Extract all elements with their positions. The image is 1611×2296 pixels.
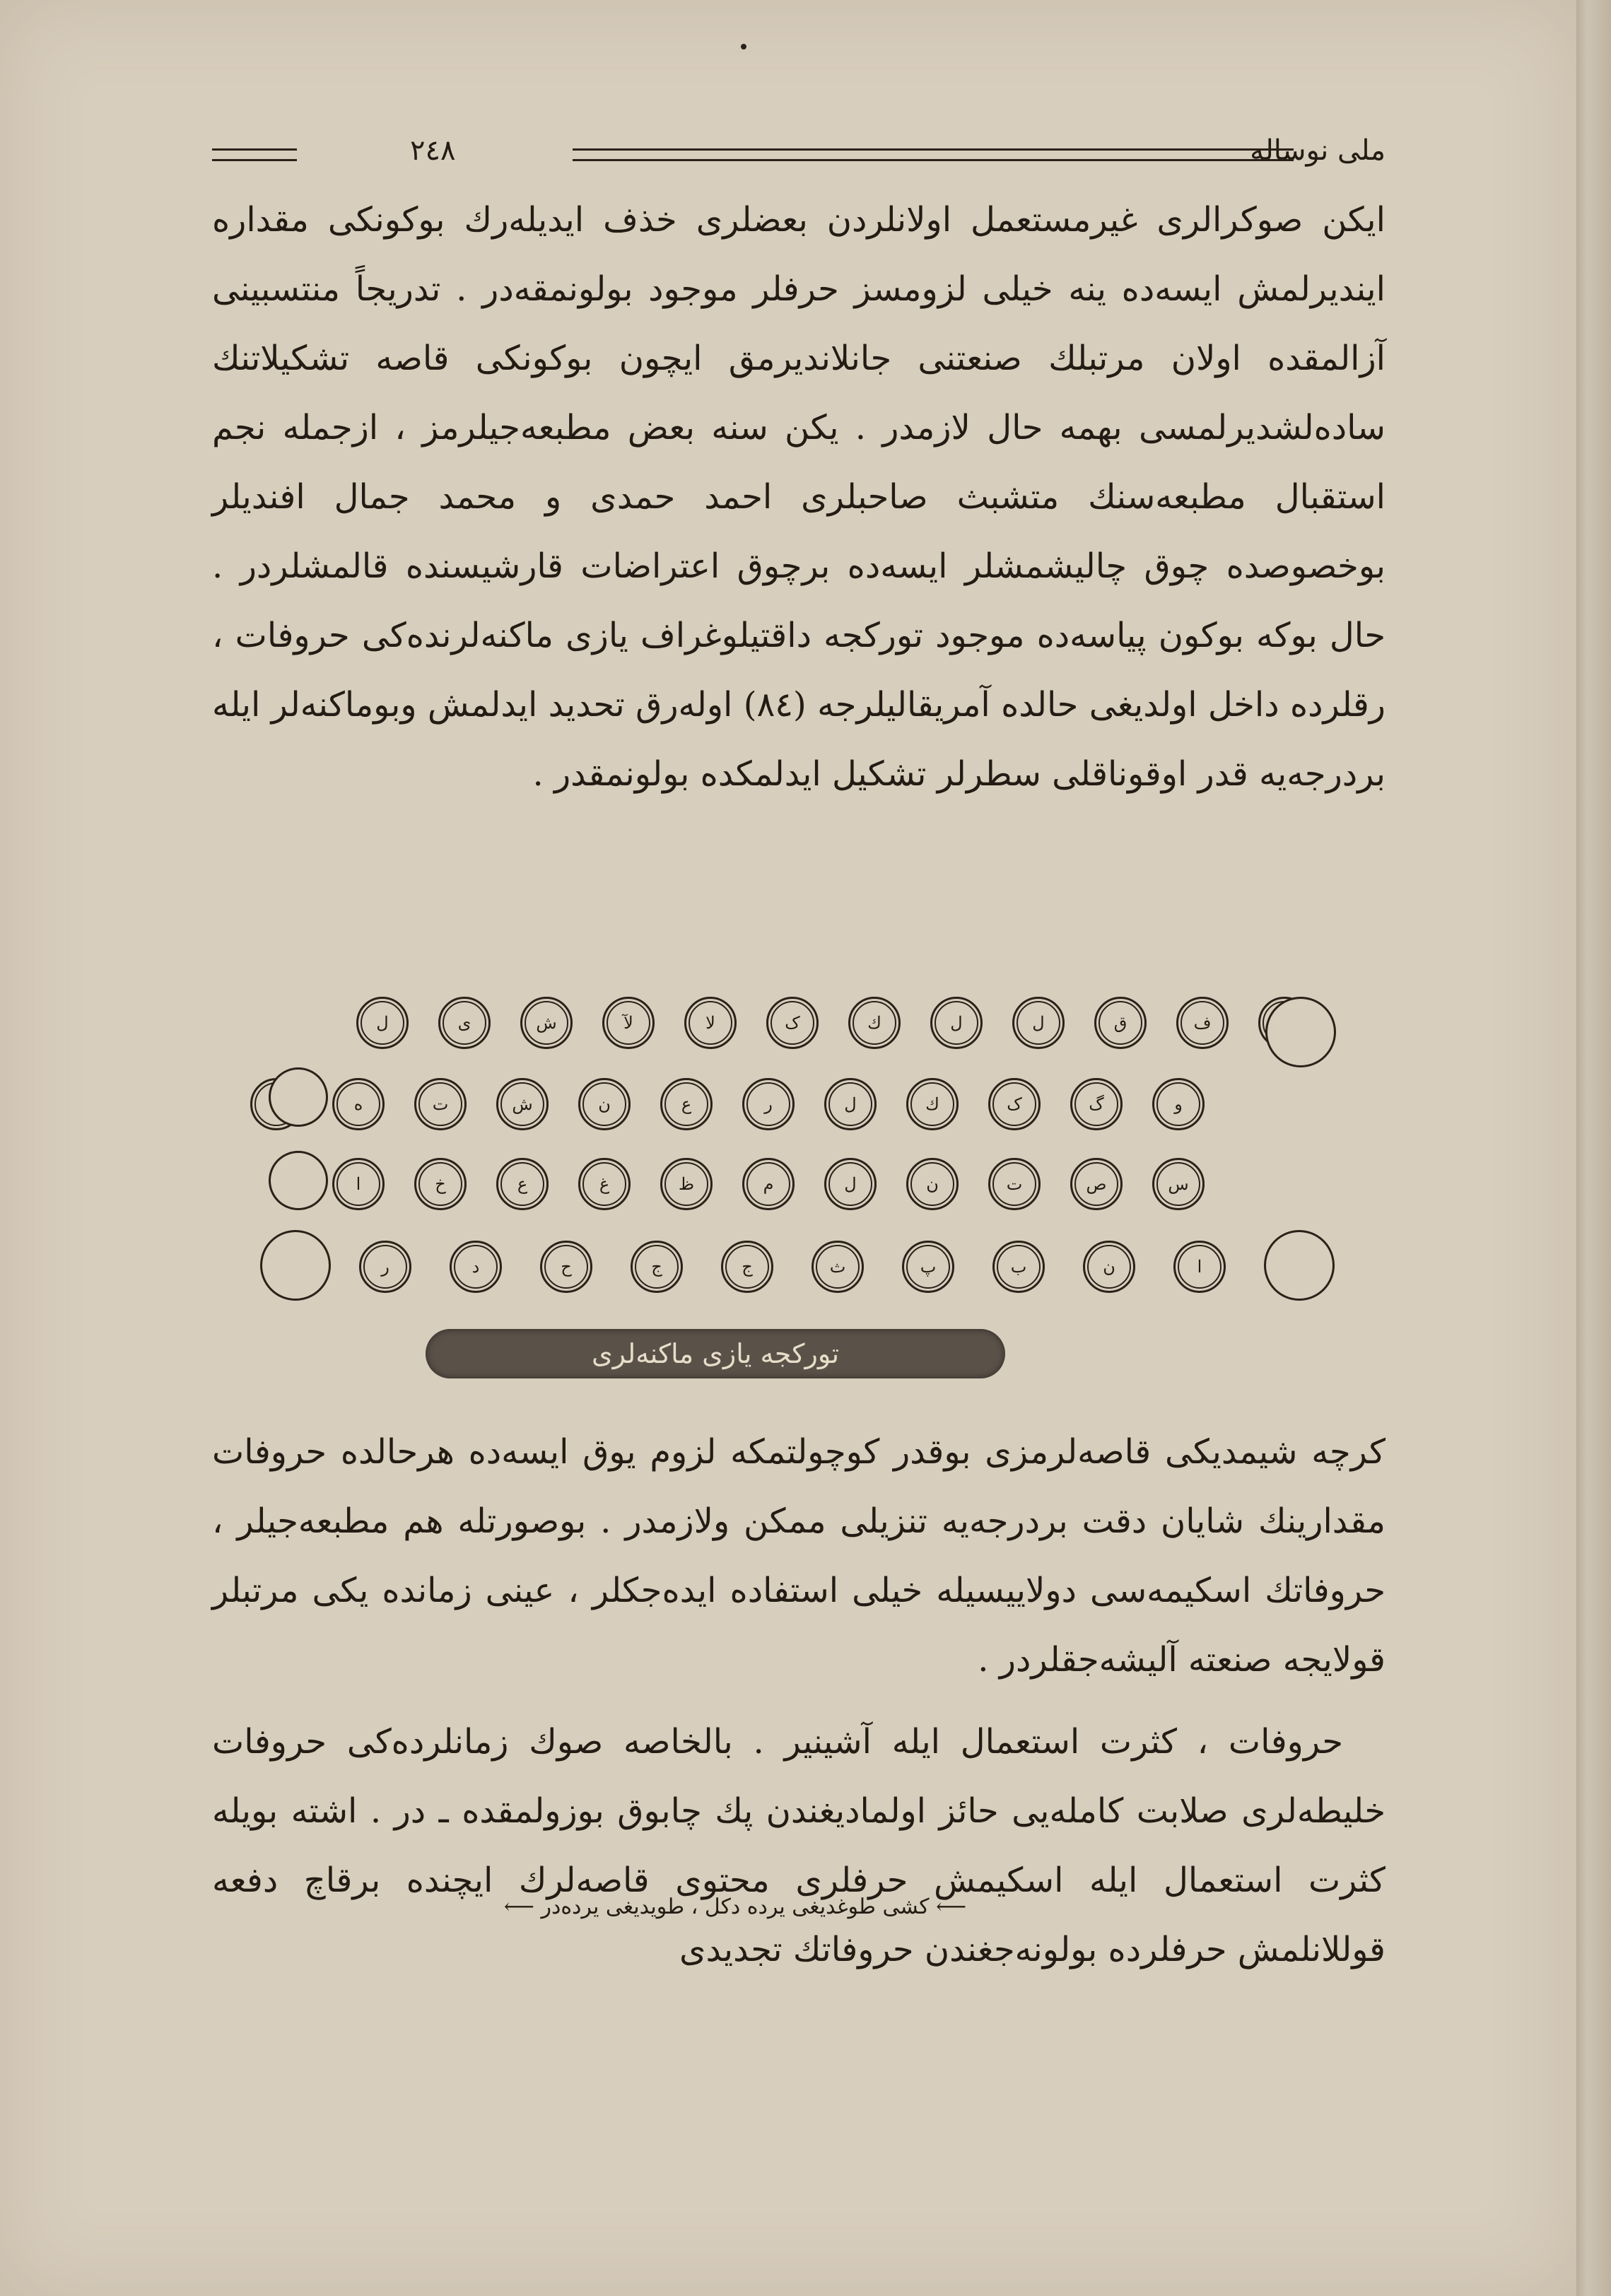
body-text-bottom: [212, 1707, 1386, 1984]
body-text-top: [212, 185, 1386, 809]
typewriter-key: [332, 1078, 385, 1130]
typewriter-key: [930, 997, 983, 1049]
key-legend: ش: [500, 1082, 544, 1126]
key-legend: ك: [853, 1001, 896, 1045]
typewriter-key: [496, 1158, 549, 1210]
key-legend: ن: [582, 1082, 626, 1126]
typewriter-key: [578, 1078, 631, 1130]
typewriter-key: [824, 1158, 877, 1210]
paragraph: ایکن صوکرالری غیرمستعمل اولانلردن بعضلری خذف ایدیلەرك بوکونکی مقداره ایندیرلمش ایسەده ینه خیلی لزومسز حرفلر موجود بولونمقەدر . تدریجاً منتسبینی آزالمقده اولان مرتبلك صنعتنی جانلاندیرمق ایچون بوکونکی قاصه تشکیلاتنك سادەلشدیرلمسی بهمه حال لازمدر . یکن سنه بعض مطبعەجیلرمز ، ازجمله نجم استقبال مطبعەسنك متشبث صاحبلری احمد حمدی و محمد جمال افندیلر بوخصوصده چوق چالیشمشلر ایسەده برچوق اعتراضات قارشیسنده قالمشلردر . حال بوکه بوکون پیاسەده موجود تورکجه داقتیلوغراف یازی ماکنەلرندەکی حروفات ، رقلرده داخل اولدیغی حالده آمریقالیلرجه (٨٤) اولەرق تحدید ایدلمش وبوماکنەلر ایله بردرجەیه قدر اوقوناقلی سطرلر تشکیل ایدلمکده بولونمقدر .: [212, 200, 1386, 794]
key-legend: ك: [910, 1082, 954, 1126]
typewriter-key: [1152, 1158, 1205, 1210]
key-legend: و: [1156, 1082, 1200, 1126]
key-legend: ج: [635, 1245, 679, 1289]
key-legend: ل: [828, 1082, 872, 1126]
typewriter-key: [1173, 1241, 1226, 1293]
typewriter-key: [824, 1078, 877, 1130]
key-legend: غ: [582, 1162, 626, 1206]
key-legend: ر: [746, 1082, 790, 1126]
key-legend: ن: [910, 1162, 954, 1206]
paragraph: حروفات ، کثرت استعمال ایله آشینیر . بالخاصه صوك زمانلردەکی حروفات خلیطەلری صلابت کاملەیی حائز اولمادیغندن پك چابوق بوزولمقده ـ در . اشته بویله کثرت استعمال ایله اسکیمش حرفلری محتوی قاصەلرك ایچنده برقاچ دفعه قوللانلمش حرفلرده بولونەجغندن حروفاتك تجدیدی: [212, 1722, 1386, 1969]
figure-caption: تورکجه یازی ماکنەلری: [426, 1329, 1005, 1378]
key-legend: ظ: [664, 1162, 708, 1206]
typewriter-key: [602, 997, 655, 1049]
key-legend: ن: [1087, 1245, 1131, 1289]
footer-proverb: [452, 1894, 1018, 1930]
typewriter-key: [766, 997, 819, 1049]
typewriter-key: [684, 997, 737, 1049]
key-legend: ت: [418, 1082, 462, 1126]
running-header: [212, 134, 1386, 177]
ink-dot: [741, 44, 746, 49]
key-legend: ب: [997, 1245, 1041, 1289]
key-legend: ل: [1017, 1001, 1060, 1045]
journal-title: ملی نوساله: [1250, 134, 1386, 167]
header-rule: [573, 148, 1294, 161]
typewriter-key: [520, 997, 573, 1049]
typewriter-key: [992, 1241, 1045, 1293]
typewriter-key: [848, 997, 901, 1049]
typewriter-key: [496, 1078, 549, 1130]
typewriter-key: [1094, 997, 1147, 1049]
footer-arrow-icon: ⟵: [929, 1894, 967, 1919]
page-edge: [1576, 0, 1611, 2296]
typewriter-key: [988, 1078, 1041, 1130]
key-legend: لا: [689, 1001, 732, 1045]
typewriter-key: [414, 1158, 467, 1210]
key-legend: ث: [816, 1245, 860, 1289]
blank-key: [269, 1067, 328, 1127]
key-legend: ق: [1099, 1001, 1142, 1045]
footer-text: کشی طوغدیغی یرده دکل ، طویدیغی یرده‌در: [541, 1894, 930, 1919]
typewriter-key: [1083, 1241, 1135, 1293]
typewriter-key: [721, 1241, 773, 1293]
key-legend: ح: [544, 1245, 588, 1289]
typewriter-key: [906, 1078, 959, 1130]
key-legend: ل: [828, 1162, 872, 1206]
body-text-middle: [212, 1417, 1386, 1694]
typewriter-key: [631, 1241, 683, 1293]
key-legend: گ: [1074, 1082, 1118, 1126]
typewriter-key: [414, 1078, 467, 1130]
key-legend: ر: [363, 1245, 407, 1289]
key-legend: ع: [500, 1162, 544, 1206]
key-legend: ا: [336, 1162, 380, 1206]
header-rule-short: [212, 148, 297, 161]
typewriter-key: [1152, 1078, 1205, 1130]
typewriter-key: [359, 1241, 411, 1293]
typewriter-key: [332, 1158, 385, 1210]
typewriter-key: [1070, 1078, 1123, 1130]
typewriter-key: [1070, 1158, 1123, 1210]
key-legend: ص: [1074, 1162, 1118, 1206]
key-legend: پ: [906, 1245, 950, 1289]
typewriter-key: [742, 1078, 795, 1130]
key-legend: لآ: [607, 1001, 650, 1045]
typewriter-key: [540, 1241, 592, 1293]
paragraph: کرچه شیمدیکی قاصەلرمزی بوقدر کوچولتمکه لزوم یوق ایسەده هرحالده حروفات مقدارینك شایان دقت بردرجەیه تنزیلی ممکن ولازمدر . بوصورتله هم مطبعەجیلر ، حروفاتك اسکیمەسی دولاییسیله خیلی استفاده ایدەجکلر ، عینی زمانده یکی مرتبلر قولایجه صنعته آلیشەجقلردر .: [212, 1432, 1386, 1680]
typewriter-key: [660, 1158, 713, 1210]
typewriter-key: [356, 997, 409, 1049]
key-legend: ل: [935, 1001, 978, 1045]
footer-arrow-icon: ⟵: [503, 1894, 534, 1919]
blank-key: [269, 1151, 328, 1210]
key-legend: ج: [725, 1245, 769, 1289]
key-legend: ش: [525, 1001, 568, 1045]
key-legend: ی: [443, 1001, 486, 1045]
typewriter-key: [660, 1078, 713, 1130]
typewriter-key: [1176, 997, 1229, 1049]
page-number: ٢٤٨: [410, 134, 456, 167]
typewriter-key: [1012, 997, 1065, 1049]
key-legend: ل: [361, 1001, 404, 1045]
typewriter-key: [578, 1158, 631, 1210]
blank-key: [1264, 1230, 1335, 1301]
key-legend: ک: [771, 1001, 814, 1045]
key-legend: ت: [992, 1162, 1036, 1206]
typewriter-key: [988, 1158, 1041, 1210]
key-legend: ه: [336, 1082, 380, 1126]
typewriter-keyboard-figure: [262, 997, 1343, 1329]
typewriter-key: [812, 1241, 864, 1293]
typewriter-key: [742, 1158, 795, 1210]
typewriter-key: [438, 997, 491, 1049]
key-legend: م: [746, 1162, 790, 1206]
blank-key: [1265, 997, 1336, 1067]
key-legend: خ: [418, 1162, 462, 1206]
key-legend: س: [1156, 1162, 1200, 1206]
typewriter-key: [450, 1241, 502, 1293]
key-legend: د: [454, 1245, 498, 1289]
key-legend: ک: [992, 1082, 1036, 1126]
key-legend: ا: [1178, 1245, 1222, 1289]
blank-key: [260, 1230, 331, 1301]
typewriter-key: [906, 1158, 959, 1210]
typewriter-key: [902, 1241, 954, 1293]
key-legend: ع: [664, 1082, 708, 1126]
key-legend: ف: [1181, 1001, 1224, 1045]
